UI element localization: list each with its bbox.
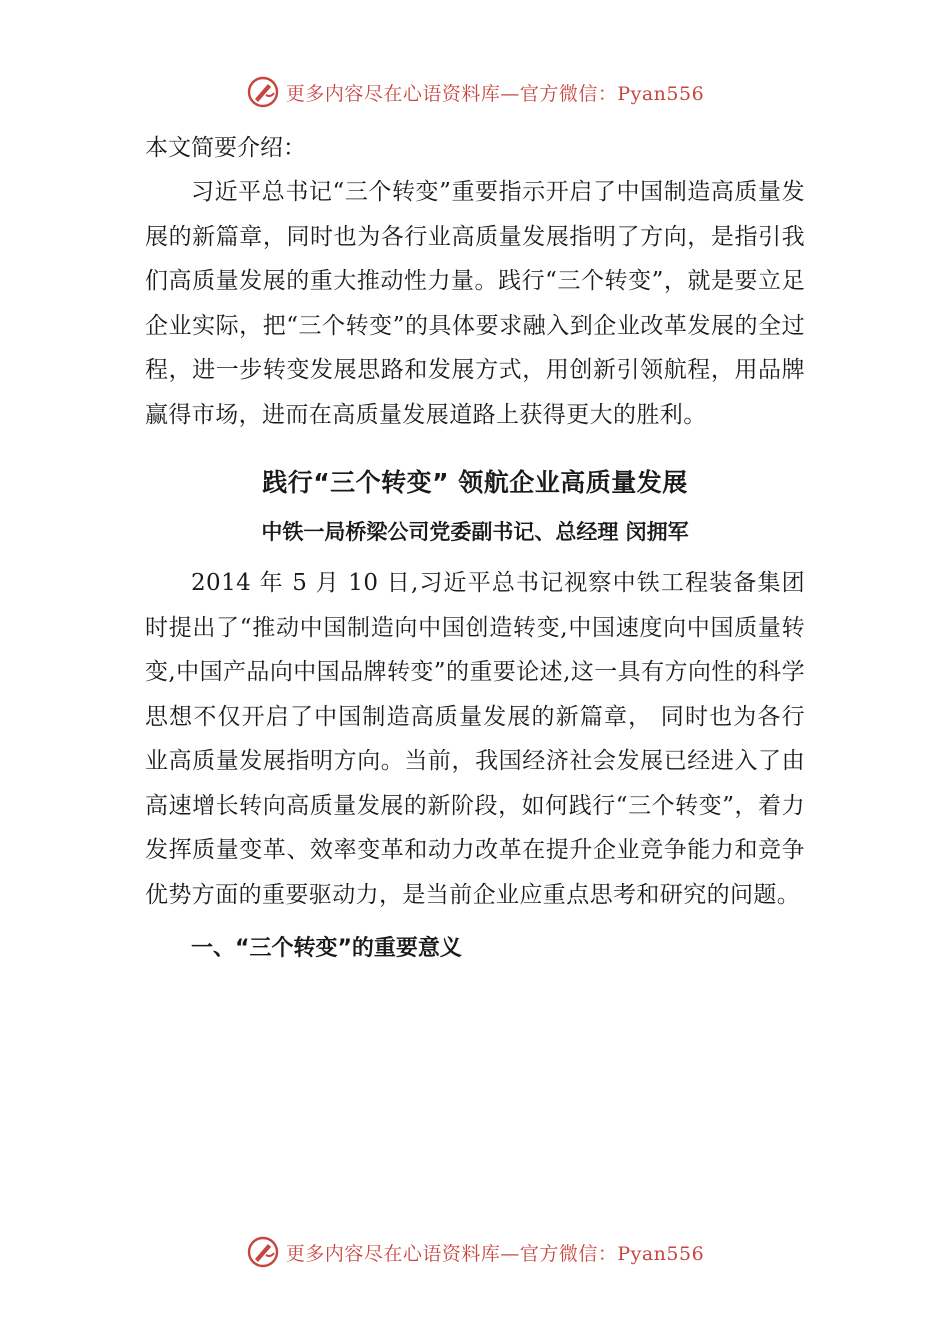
header-watermark	[0, 72, 950, 112]
pen-circle-logo-icon	[246, 1235, 280, 1269]
article-title: 践行“三个转变” 领航企业高质量发展	[262, 468, 688, 497]
section-heading: 一、“三个转变”的重要意义	[191, 936, 462, 961]
intro-paragraph: 习近平总书记“三个转变”重要指示开启了中国制造高质量发展的新篇章，同时也为各行业高质量发展指明了方向，是指引我们高质量发展的重大推动性力量。践行“三个转变”，就是要立足企业实际，把“三个转变”的具体要求融入到企业改革发展的全过程，进一步转变发展思路和发展方式，用创新引领航程，用品牌赢得市场，进而在高质量发展道路上获得更大的胜利。	[145, 179, 805, 428]
pen-circle-logo-icon	[246, 75, 280, 109]
footer-watermark	[0, 1232, 950, 1272]
intro-label: 本文简要介绍：	[145, 135, 306, 161]
body-paragraph: 2014 年 5 月 10 日,习近平总书记视察中铁工程装备集团时提出了“推动中国制造向中国创造转变,中国速度向中国质量转变,中国产品向中国品牌转变”的重要论述,这一具有方向性的科学思想不仅开启了中国制造高质量发展的新篇章， 同时也为各行业高质量发展指明方向。当前，我国经济社会发展已经进入了由高速增长转向高质量发展的新阶段，如何践行“三个转变”，着力发挥质量变革、效率变革和动力改革在提升企业竞争能力和竞争优势方面的重要驱动力，是当前企业应重点思考和研究的问题。	[145, 570, 805, 908]
article-author: 中铁一局桥梁公司党委副书记、总经理 闵拥军	[261, 520, 689, 544]
document-body	[145, 126, 805, 969]
watermark-text: 更多内容尽在心语资料库—官方微信：Pyan556	[285, 82, 705, 105]
watermark-text: 更多内容尽在心语资料库—官方微信：Pyan556	[285, 1242, 705, 1265]
